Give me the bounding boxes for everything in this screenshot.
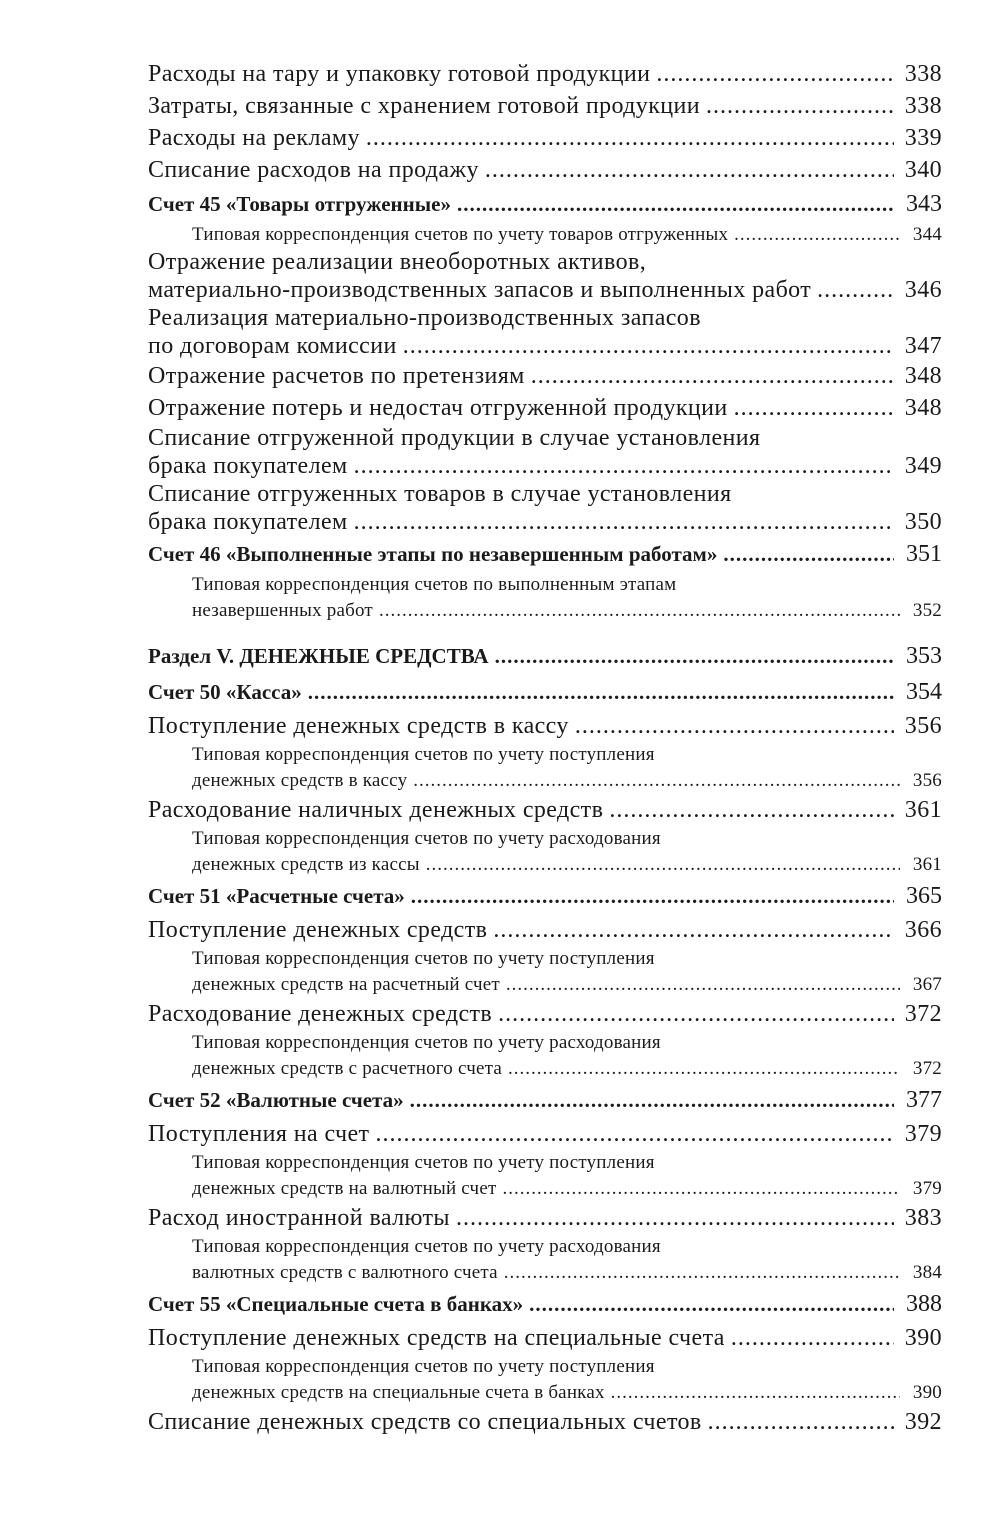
toc-account-heading bbox=[148, 186, 942, 222]
toc-entry-title: Списание денежных средств со специальных счетов bbox=[148, 1409, 702, 1435]
toc-line bbox=[148, 360, 942, 392]
toc-entry-title: незавершенных работ bbox=[192, 600, 373, 621]
page-number: 346 bbox=[904, 277, 942, 303]
toc-entry-title: Поступления на счет bbox=[148, 1121, 370, 1147]
page-number: 367 bbox=[912, 974, 942, 995]
page-number: 349 bbox=[904, 453, 942, 479]
toc-entry bbox=[148, 248, 942, 304]
toc-line bbox=[148, 154, 942, 186]
dot-leader bbox=[734, 392, 894, 424]
toc-entry-title: Счет 45 «Товары отгруженные» bbox=[148, 192, 451, 216]
dot-leader bbox=[379, 598, 900, 624]
toc-subentry bbox=[148, 1354, 942, 1406]
toc-entry-title: денежных средств на специальные счета в банках bbox=[192, 1382, 605, 1403]
toc-entry-title: Расходование денежных средств bbox=[148, 1001, 493, 1027]
toc-line bbox=[192, 768, 942, 794]
toc-entry bbox=[148, 914, 942, 946]
toc-subentry bbox=[148, 946, 942, 998]
toc-line bbox=[148, 638, 942, 674]
dot-leader bbox=[723, 536, 894, 572]
toc-entry-title-line1: Списание отгруженной продукции в случае установления bbox=[148, 425, 761, 451]
page-number: 361 bbox=[904, 797, 942, 823]
toc-entry-title: Счет 50 «Касса» bbox=[148, 680, 302, 704]
toc-line bbox=[148, 1082, 942, 1118]
toc-entry bbox=[148, 392, 942, 424]
page-number: 338 bbox=[904, 93, 942, 119]
toc-line bbox=[148, 276, 942, 304]
toc-line bbox=[148, 674, 942, 710]
toc-entry-title: Расход иностранной валюты bbox=[148, 1205, 450, 1231]
dot-leader bbox=[308, 674, 894, 710]
toc-entry-title: денежных средств с расчетного счета bbox=[192, 1058, 502, 1079]
toc-line bbox=[192, 852, 942, 878]
dot-leader bbox=[731, 1322, 894, 1354]
toc-entry bbox=[148, 480, 942, 536]
toc-line bbox=[192, 972, 942, 998]
page-number: 348 bbox=[904, 363, 942, 389]
toc-entry-title: Поступление денежных средств на специальные счета bbox=[148, 1325, 725, 1351]
toc-entry-title-line1: Типовая корреспонденция счетов по учету расходования bbox=[192, 1032, 661, 1053]
toc-entry-title: Счет 51 «Расчетные счета» bbox=[148, 884, 405, 908]
toc-line bbox=[148, 58, 942, 90]
dot-leader bbox=[706, 90, 894, 122]
toc-entry bbox=[148, 998, 942, 1030]
page-number: 356 bbox=[904, 713, 942, 739]
toc-entry-title: Отражение потерь и недостач отгруженной продукции bbox=[148, 395, 728, 421]
dot-leader bbox=[502, 1176, 900, 1202]
toc-line bbox=[148, 998, 942, 1030]
toc-entry bbox=[148, 794, 942, 826]
toc-entry-title: материально-производственных запасов и выполненных работ bbox=[148, 277, 812, 303]
toc-account-heading bbox=[148, 1286, 942, 1322]
page-number: 379 bbox=[912, 1178, 942, 1199]
dot-leader bbox=[375, 1118, 894, 1150]
toc-entry-title: Расходование наличных денежных средств bbox=[148, 797, 604, 823]
dot-leader bbox=[531, 360, 894, 392]
dot-leader bbox=[485, 154, 894, 186]
toc-line bbox=[192, 222, 942, 248]
toc-line bbox=[148, 1202, 942, 1234]
dot-leader bbox=[495, 638, 894, 674]
page-number: 350 bbox=[904, 509, 942, 535]
toc-line bbox=[148, 452, 942, 480]
page-number: 392 bbox=[904, 1409, 942, 1435]
toc-line bbox=[148, 186, 942, 222]
toc-entry-title-line1: Типовая корреспонденция счетов по учету поступления bbox=[192, 948, 655, 969]
toc-subentry bbox=[148, 572, 942, 624]
toc-subentry bbox=[148, 1150, 942, 1202]
dot-leader bbox=[456, 1202, 894, 1234]
page-number: 352 bbox=[912, 600, 942, 621]
toc-entry-title: денежных средств на валютный счет bbox=[192, 1178, 497, 1199]
dot-leader bbox=[498, 998, 894, 1030]
page-number: 390 bbox=[912, 1382, 942, 1403]
toc-entry bbox=[148, 304, 942, 360]
page-number: 383 bbox=[904, 1205, 942, 1231]
dot-leader bbox=[426, 852, 900, 878]
toc-entry-title-line1: Списание отгруженных товаров в случае установления bbox=[148, 481, 732, 507]
toc-line bbox=[148, 508, 942, 536]
toc-entry-title-line1: Типовая корреспонденция счетов по учету расходования bbox=[192, 828, 661, 849]
toc-line bbox=[148, 1118, 942, 1150]
toc-subentry bbox=[148, 1030, 942, 1082]
toc-entry bbox=[148, 90, 942, 122]
toc-entry-title: Расходы на рекламу bbox=[148, 125, 360, 151]
toc-account-heading bbox=[148, 1082, 942, 1118]
toc-entry-title: валютных средств с валютного счета bbox=[192, 1262, 498, 1283]
page-number: 366 bbox=[904, 917, 942, 943]
toc-subentry bbox=[148, 1234, 942, 1286]
page-number: 377 bbox=[906, 1087, 942, 1113]
page-number: 351 bbox=[906, 541, 942, 567]
dot-leader bbox=[506, 972, 900, 998]
page-number: 379 bbox=[904, 1121, 942, 1147]
toc-line bbox=[148, 536, 942, 572]
toc-entry-title: денежных средств из кассы bbox=[192, 854, 420, 875]
page-number: 361 bbox=[912, 854, 942, 875]
toc-entry bbox=[148, 710, 942, 742]
toc-entry bbox=[148, 1202, 942, 1234]
toc-line bbox=[148, 392, 942, 424]
dot-leader bbox=[354, 508, 894, 536]
toc-entry-title-line1: Реализация материально-производственных запасов bbox=[148, 305, 701, 331]
page-number: 338 bbox=[904, 61, 942, 87]
toc-entry-title-line1: Типовая корреспонденция счетов по выполненным этапам bbox=[192, 574, 677, 595]
toc-entry-title: Поступление денежных средств в кассу bbox=[148, 713, 569, 739]
dot-leader bbox=[366, 122, 894, 154]
page-number: 390 bbox=[904, 1325, 942, 1351]
page-number: 353 bbox=[906, 643, 942, 669]
dot-leader bbox=[529, 1286, 894, 1322]
toc-entry bbox=[148, 1118, 942, 1150]
toc-line bbox=[148, 1286, 942, 1322]
toc-entry-title: Отражение расчетов по претензиям bbox=[148, 363, 525, 389]
page-number: 354 bbox=[906, 679, 942, 705]
toc-entry-title: Счет 52 «Валютные счета» bbox=[148, 1088, 404, 1112]
toc-line bbox=[148, 710, 942, 742]
table-of-contents bbox=[148, 58, 942, 1438]
toc-line bbox=[148, 1322, 942, 1354]
dot-leader bbox=[575, 710, 894, 742]
toc-entry-title-line1: Отражение реализации внеоборотных активов, bbox=[148, 249, 647, 275]
dot-leader bbox=[403, 332, 894, 360]
toc-account-heading bbox=[148, 674, 942, 710]
dot-leader bbox=[817, 276, 894, 304]
toc-entry-title-line1: Типовая корреспонденция счетов по учету поступления bbox=[192, 1356, 655, 1377]
toc-entry bbox=[148, 1406, 942, 1438]
toc-entry-title: Расходы на тару и упаковку готовой продукции bbox=[148, 61, 651, 87]
toc-entry-title: Затраты, связанные с хранением готовой продукции bbox=[148, 93, 700, 119]
toc-subentry bbox=[148, 826, 942, 878]
toc-entry bbox=[148, 424, 942, 480]
dot-leader bbox=[708, 1406, 894, 1438]
page-number: 343 bbox=[906, 191, 942, 217]
toc-entry-title: по договорам комиссии bbox=[148, 333, 397, 359]
toc-line bbox=[192, 1056, 942, 1082]
toc-entry-title: Счет 55 «Специальные счета в банках» bbox=[148, 1292, 524, 1316]
page-number: 348 bbox=[904, 395, 942, 421]
toc-entry bbox=[148, 122, 942, 154]
toc-line bbox=[148, 878, 942, 914]
toc-entry-title: Списание расходов на продажу bbox=[148, 157, 479, 183]
toc-section-heading bbox=[148, 638, 942, 674]
dot-leader bbox=[457, 186, 894, 222]
page-number: 356 bbox=[912, 770, 942, 791]
page-number: 347 bbox=[904, 333, 942, 359]
toc-entry-title: Счет 46 «Выполненные этапы по незавершенным работам» bbox=[148, 542, 718, 566]
page-number: 388 bbox=[906, 1291, 942, 1317]
toc-entry-title: Раздел V. ДЕНЕЖНЫЕ СРЕДСТВА bbox=[148, 644, 489, 668]
toc-entry-title: Поступление денежных средств bbox=[148, 917, 488, 943]
toc-entry bbox=[148, 1322, 942, 1354]
page-number: 365 bbox=[906, 883, 942, 909]
toc-line bbox=[148, 794, 942, 826]
toc-entry-title: денежных средств в кассу bbox=[192, 770, 408, 791]
toc-entry bbox=[148, 360, 942, 392]
toc-account-heading bbox=[148, 536, 942, 572]
toc-line bbox=[192, 1260, 942, 1286]
toc-subentry bbox=[148, 742, 942, 794]
toc-line bbox=[148, 332, 942, 360]
toc-entry-title: денежных средств на расчетный счет bbox=[192, 974, 500, 995]
toc-entry-title: Типовая корреспонденция счетов по учету товаров отгруженных bbox=[192, 224, 729, 245]
page-number: 384 bbox=[912, 1262, 942, 1283]
dot-leader bbox=[656, 58, 894, 90]
toc-entry bbox=[148, 58, 942, 90]
dot-leader bbox=[411, 878, 894, 914]
page-number: 372 bbox=[912, 1058, 942, 1079]
dot-leader bbox=[504, 1260, 900, 1286]
dot-leader bbox=[410, 1082, 894, 1118]
toc-entry-title: брака покупателем bbox=[148, 509, 348, 535]
toc-entry-title-line1: Типовая корреспонденция счетов по учету расходования bbox=[192, 1236, 661, 1257]
toc-entry-title-line1: Типовая корреспонденция счетов по учету поступления bbox=[192, 1152, 655, 1173]
toc-line bbox=[192, 598, 942, 624]
toc-subentry bbox=[148, 222, 942, 248]
dot-leader bbox=[611, 1380, 900, 1406]
dot-leader bbox=[508, 1056, 900, 1082]
toc-entry-title-line1: Типовая корреспонденция счетов по учету поступления bbox=[192, 744, 655, 765]
toc-line bbox=[192, 1176, 942, 1202]
page-number: 339 bbox=[904, 125, 942, 151]
page-number: 340 bbox=[904, 157, 942, 183]
toc-entry-title: брака покупателем bbox=[148, 453, 348, 479]
dot-leader bbox=[413, 768, 900, 794]
dot-leader bbox=[493, 914, 894, 946]
toc-line bbox=[148, 122, 942, 154]
page-number: 372 bbox=[904, 1001, 942, 1027]
toc-line bbox=[148, 90, 942, 122]
toc-account-heading bbox=[148, 878, 942, 914]
toc-line bbox=[192, 1380, 942, 1406]
toc-line bbox=[148, 914, 942, 946]
dot-leader bbox=[734, 222, 900, 248]
dot-leader bbox=[354, 452, 894, 480]
toc-line bbox=[148, 1406, 942, 1438]
dot-leader bbox=[609, 794, 894, 826]
toc-entry bbox=[148, 154, 942, 186]
page-number: 344 bbox=[912, 224, 942, 245]
